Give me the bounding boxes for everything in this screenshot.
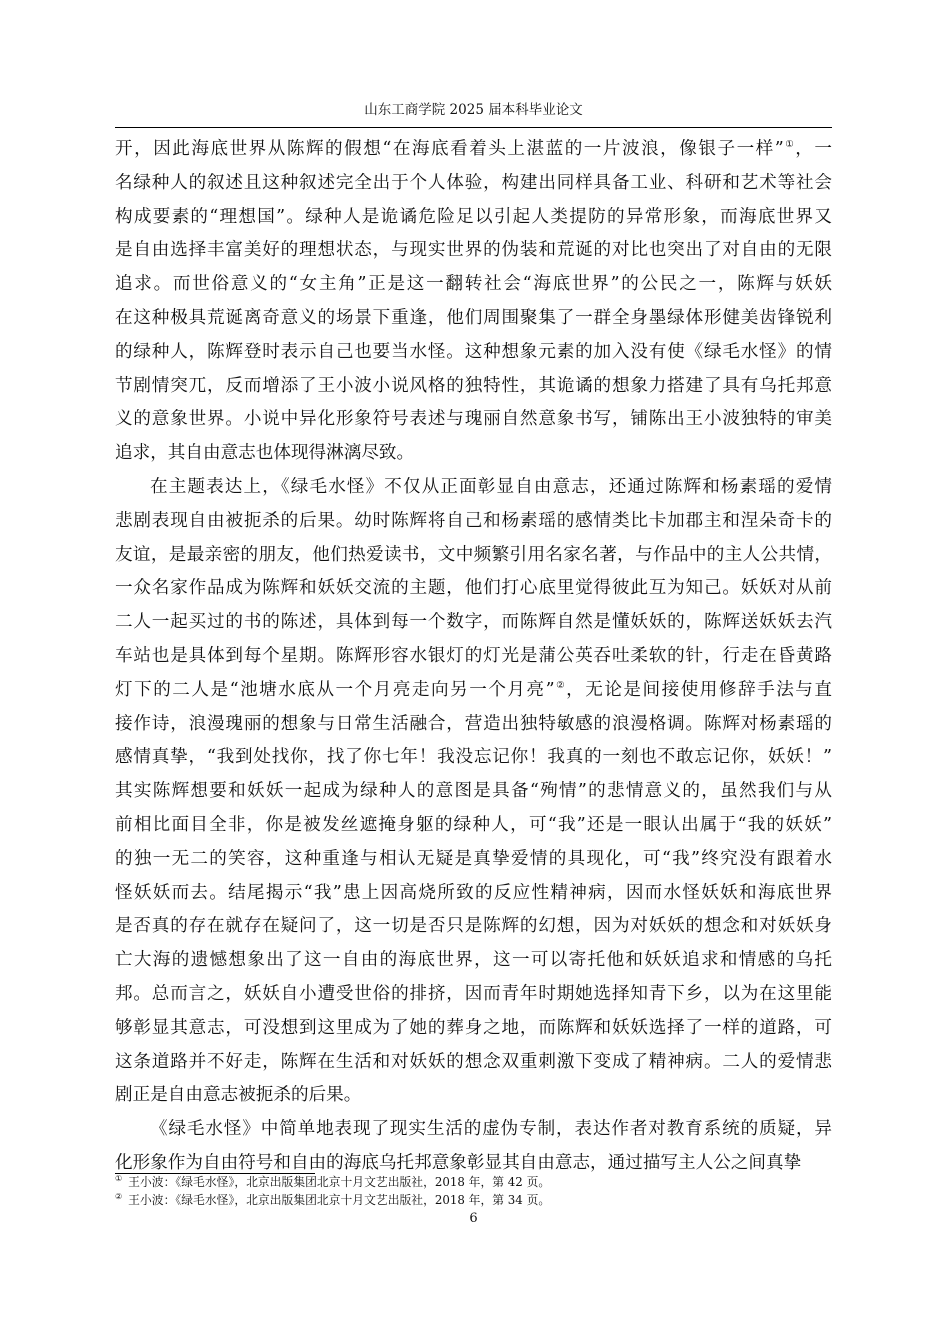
line-text: 化形象作为自由符号和自由的海底乌托邦意象彰显其自由意志，通过描写主人公之间真挚 — [115, 1152, 802, 1173]
footnote-reference[interactable]: ① — [783, 139, 796, 151]
line-text: 开，因此海底世界从陈辉的假想“在海底看着头上湛蓝的一片波浪，像银子一样” — [115, 139, 784, 159]
line-text: 剧正是自由意志被扼杀的后果。 — [115, 1085, 362, 1106]
text-line — [115, 572, 832, 606]
text-line — [115, 1113, 832, 1147]
text-line — [115, 133, 832, 167]
line-text: 亡大海的遗憾想象出了这一自由的海底世界，这一可以寄托他和妖妖追求和情感的乌托 — [115, 950, 832, 971]
text-line — [115, 1046, 832, 1080]
footnote-reference[interactable]: ② — [554, 679, 567, 691]
line-text-tail: ，一 — [795, 139, 832, 159]
line-text: 邦。总而言之，妖妖自小遭受世俗的排挤，因而青年时期她选择知青下乡，以为在这里能 — [115, 983, 832, 1004]
footnote-number: ② — [115, 1192, 123, 1202]
text-line — [115, 640, 832, 674]
text-line — [115, 910, 832, 944]
line-text: 名绿种人的叙述且这种叙述完全出于个人体验，构建出同样具备工业、科研和艺术等社会 — [115, 172, 832, 193]
paragraph — [115, 471, 832, 1113]
footnote-text: 王小波：《绿毛水怪》，北京出版集团北京十月文艺出版社，2018 年，第 34 页。 — [128, 1193, 551, 1207]
line-text: 的独一无二的笑容，这种重逢与相认无疑是真挚爱情的具现化，可“我”终究没有跟着水 — [115, 848, 832, 869]
text-line — [115, 437, 832, 471]
text-line — [115, 606, 832, 640]
footnote-number: ① — [115, 1174, 123, 1184]
line-text: 义的意象世界。小说中异化形象符号表述与瑰丽自然意象书写，铺陈出王小波独特的审美 — [115, 409, 832, 430]
text-line — [115, 775, 832, 809]
footnotes — [115, 1173, 832, 1209]
line-text: 是自由选择丰富美好的理想状态，与现实世界的伪装和荒诞的对比也突出了对自由的无限 — [115, 240, 832, 261]
text-line — [115, 877, 832, 911]
header-rule — [115, 127, 832, 128]
text-line — [115, 302, 832, 336]
text-line — [115, 708, 832, 742]
line-text: 感情真挚，“我到处找你，找了你七年！我没忘记你！我真的一刻也不敢忘记你，妖妖！” — [115, 747, 832, 768]
text-line — [115, 505, 832, 539]
text-line — [115, 674, 832, 708]
line-text: 这条道路并不好走，陈辉在生活和对妖妖的想念双重刺激下变成了精神病。二人的爱情悲 — [115, 1051, 832, 1072]
line-text: 追求。而世俗意义的“女主角”正是这一翻转社会“海底世界”的公民之一，陈辉与妖妖 — [115, 274, 832, 295]
line-text: 构成要素的“理想国”。绿种人是诡谲危险足以引起人类提防的异常形象，而海底世界又 — [115, 206, 832, 227]
text-line — [115, 234, 832, 268]
text-line — [115, 370, 832, 404]
line-text: 悲剧表现自由被扼杀的后果。幼时陈辉将自己和杨素瑶的感情类比卡加郡主和涅朵奇卡的 — [115, 510, 832, 531]
page-number: 6 — [469, 1211, 478, 1226]
line-text: 前相比面目全非，你是被发丝遮掩身躯的绿种人，可“我”还是一眼认出属于“我的妖妖” — [115, 814, 832, 835]
text-line — [115, 471, 832, 505]
line-text: 其实陈辉想要和妖妖一起成为绿种人的意图是具备“殉情”的悲情意义的，虽然我们与从 — [115, 781, 832, 802]
line-text: 节剧情突兀，反而增添了王小波小说风格的独特性，其诡谲的想象力搭建了具有乌托邦意 — [115, 375, 832, 396]
text-line — [115, 1012, 832, 1046]
line-text: 在这种极具荒诞离奇意义的场景下重逢，他们周围聚集了一群全身墨绿体形健美齿锋锐利 — [115, 307, 832, 328]
text-line — [115, 944, 832, 978]
text-line — [115, 539, 832, 573]
page-header-title: 山东工商学院 2025 届本科毕业论文 — [364, 102, 583, 118]
line-text: 《绿毛水怪》中简单地表现了现实生活的虚伪专制，表达作者对教育系统的质疑，异 — [150, 1119, 832, 1140]
footnote — [115, 1191, 832, 1209]
line-text: 的绿种人，陈辉登时表示自己也要当水怪。这种想象元素的加入没有使《绿毛水怪》的情 — [115, 341, 832, 362]
text-line — [115, 403, 832, 437]
paragraph — [115, 133, 832, 471]
text-line — [115, 978, 832, 1012]
line-text: 在主题表达上，《绿毛水怪》不仅从正面彰显自由意志，还通过陈辉和杨素瑶的爱情 — [150, 476, 832, 497]
line-text: 接作诗，浪漫瑰丽的想象与日常生活融合，营造出独特敏感的浪漫格调。陈辉对杨素瑶的 — [115, 713, 832, 734]
line-text: 友谊，是最亲密的朋友，他们热爱读书，文中频繁引用名家名著，与作品中的主人公共情， — [115, 544, 832, 565]
text-line — [115, 201, 832, 235]
text-line — [115, 167, 832, 201]
line-text: 一众名家作品成为陈辉和妖妖交流的主题，他们打心底里觉得彼此互为知己。妖妖对从前 — [115, 578, 832, 599]
text-line — [115, 741, 832, 775]
footnote — [115, 1173, 832, 1191]
line-text: 二人一起买过的书的陈述，具体到每一个数字，而陈辉自然是懂妖妖的，陈辉送妖妖去汽 — [115, 612, 832, 633]
line-text: 灯下的二人是“池塘水底从一个月亮走向另一个月亮” — [115, 679, 555, 700]
footnote-text: 王小波：《绿毛水怪》，北京出版集团北京十月文艺出版社，2018 年，第 42 页。 — [128, 1175, 551, 1189]
text-line — [115, 1079, 832, 1113]
text-line — [115, 336, 832, 370]
line-text: 车站也是具体到每个星期。陈辉形容水银灯的灯光是蒲公英吞吐柔软的针，行走在昏黄路 — [115, 645, 832, 666]
line-text: 追求，其自由意志也体现得淋漓尽致。 — [115, 443, 415, 464]
text-line — [115, 268, 832, 302]
text-line — [115, 809, 832, 843]
line-text: 够彰显其意志，可没想到这里成为了她的葬身之地，而陈辉和妖妖选择了一样的道路，可 — [115, 1017, 832, 1038]
text-line — [115, 843, 832, 877]
line-text-tail: ，无论是间接使用修辞手法与直 — [566, 679, 832, 700]
line-text: 怪妖妖而去。结尾揭示“我”患上因高烧所致的反应性精神病，因而水怪妖妖和海底世界 — [115, 882, 832, 903]
line-text: 是否真的存在就存在疑问了，这一切是否只是陈辉的幻想，因为对妖妖的想念和对妖妖身 — [115, 916, 832, 937]
